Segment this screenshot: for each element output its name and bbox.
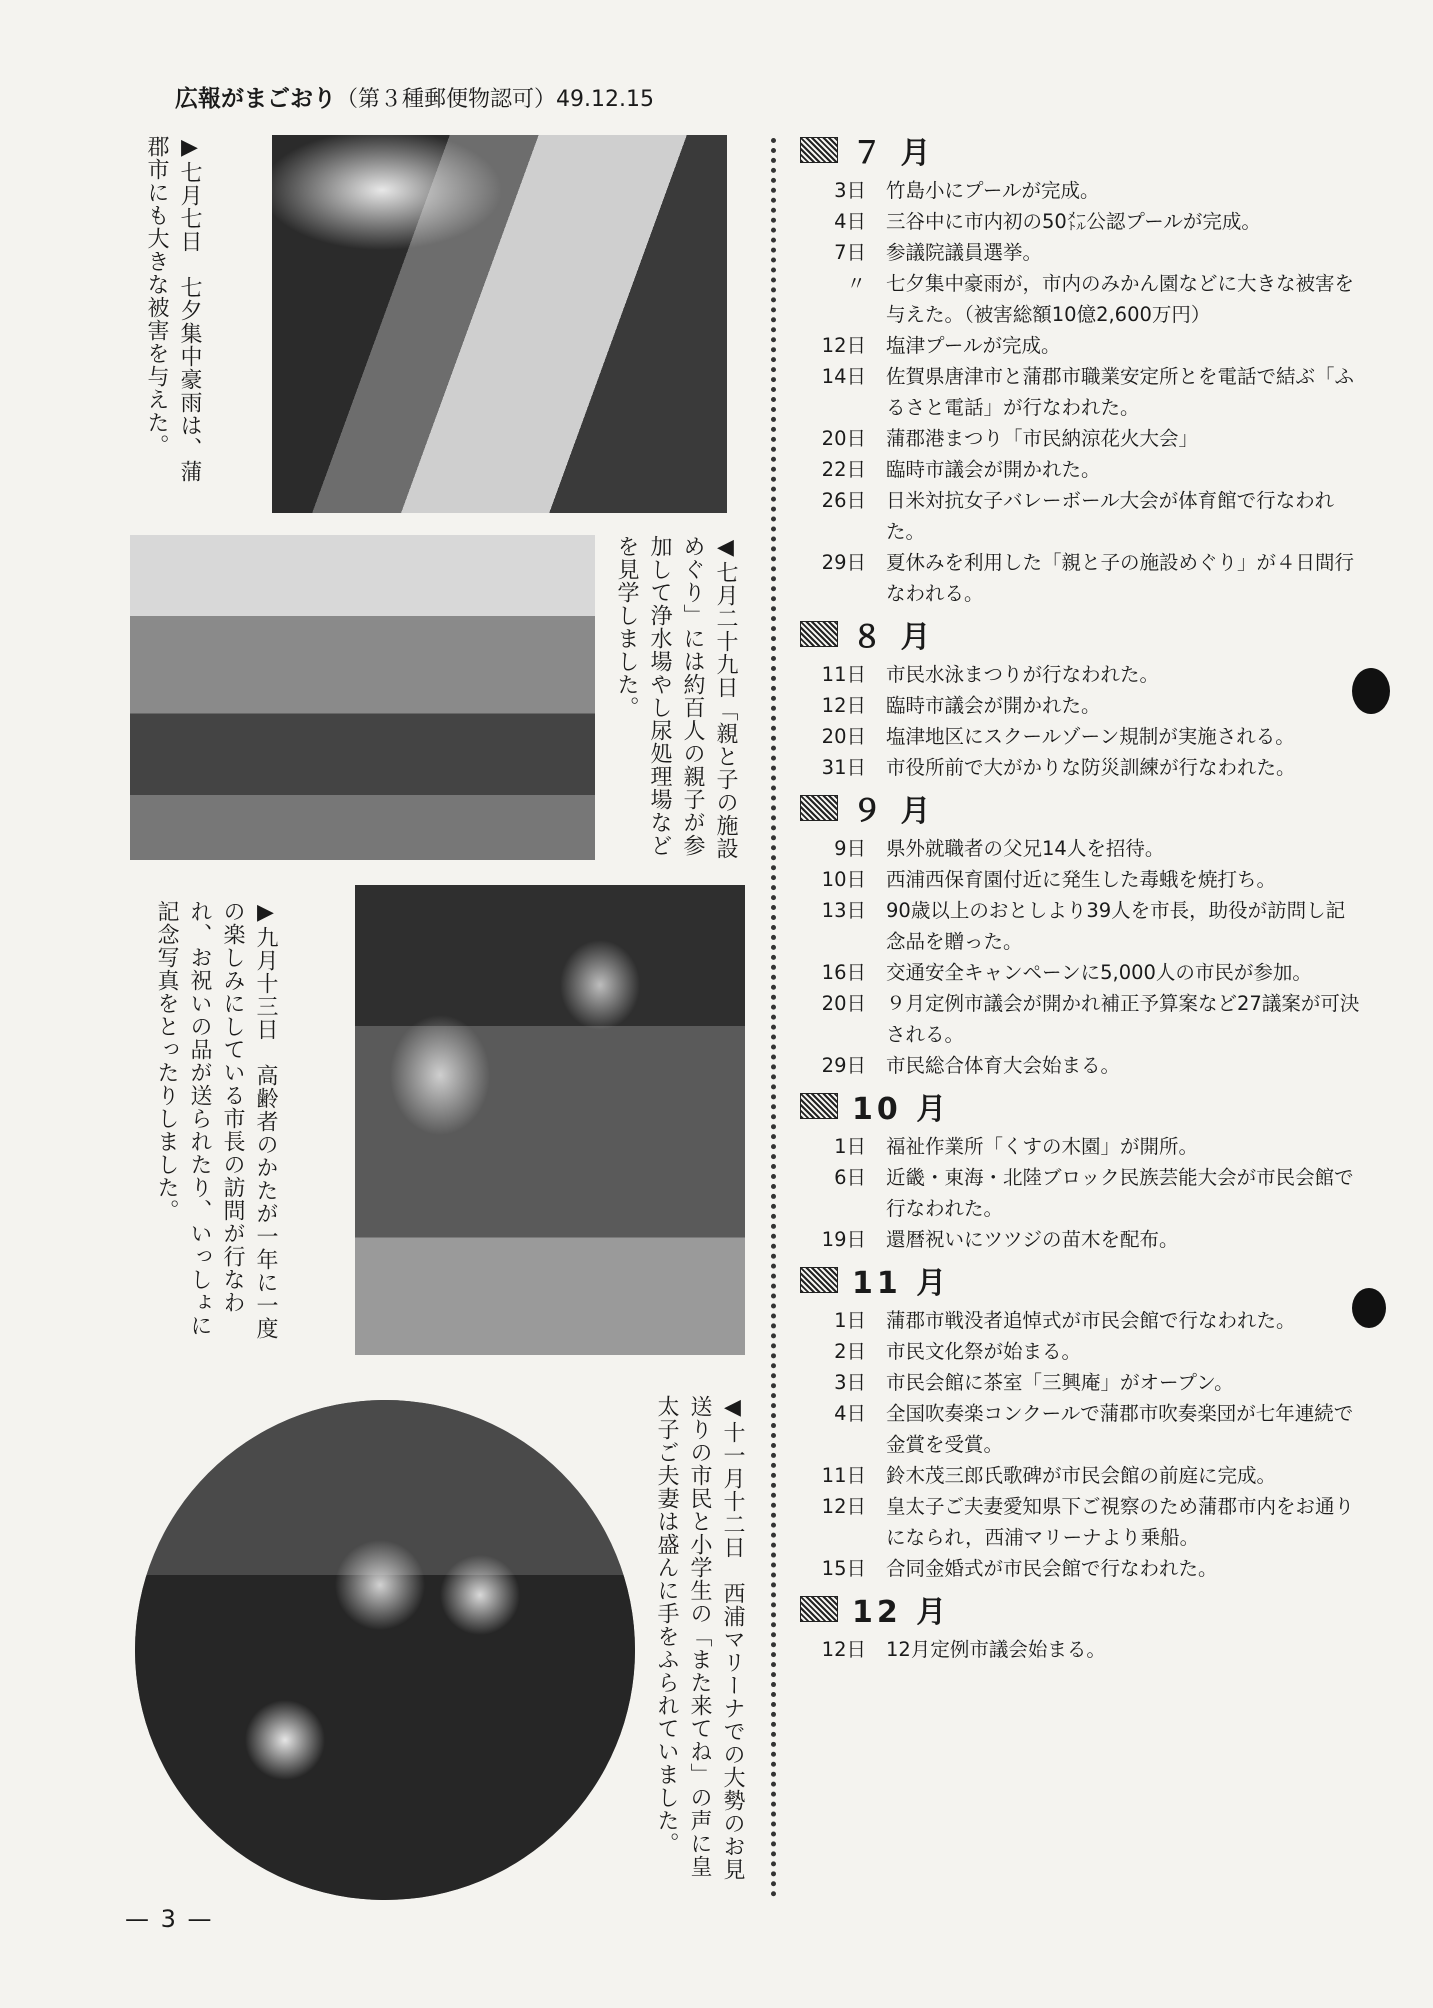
event-text: 合同金婚式が市民会館で行なわれた。 [886,1557,1218,1580]
event-text: 鈴木茂三郎氏歌碑が市民会館の前庭に完成。 [886,1464,1277,1487]
hatch-marker-icon [800,1267,838,1293]
month-section [800,1255,1360,1584]
event-text: 塩津地区にスクールゾーン規制が実施される。 [886,725,1295,748]
month-label: 11 月 [852,1266,951,1301]
event-day: 22日 [821,458,866,481]
event-day: 9日 [834,837,866,860]
event-row [800,1367,1360,1398]
event-row [800,895,1360,957]
event-day: 1日 [834,1309,866,1332]
event-day: 29日 [821,551,866,574]
hatch-marker-icon [800,621,838,647]
event-row [800,690,1360,721]
hatch-marker-icon [800,1596,838,1622]
event-row [800,1131,1360,1162]
event-day: 4日 [834,210,866,233]
event-day: 12日 [821,334,866,357]
event-text: 西浦西保育園付近に発生した毒蛾を焼打ち。 [886,868,1277,891]
month-heading [800,609,1360,659]
event-text: 参議院議員選挙。 [886,241,1043,264]
event-text: 塩津プールが完成。 [886,334,1061,357]
month-section [800,1081,1360,1255]
hatch-marker-icon [800,795,838,821]
postal-permit: （第３種郵便物認可） [336,87,557,112]
event-row [800,175,1360,206]
caption-elderly-visit: ▶九月十三日 高齢者のかたが一年に一度の楽しみにしている市長の訪問が行なわれ、お祝いの品が送られたり、いっしょに記念写真をとったりしました。 [154,900,278,1340]
event-text: 日米対抗女子バレーボール大会が体育館で行なわれた。 [886,489,1335,543]
month-section [800,1584,1360,1665]
page-number: — 3 — [125,1905,214,1933]
event-day: 10日 [821,868,866,891]
event-row [800,752,1360,783]
month-label: ９ 月 [852,794,935,829]
event-text: 全国吹奏楽コンクールで蒲郡市吹奏楽団が七年連続で金賞を受賞。 [886,1402,1354,1456]
event-text: ９月定例市議会が開かれ補正予算案など27議案が可決される。 [886,992,1360,1046]
event-day: 3日 [834,179,866,202]
event-day: 7日 [834,241,866,264]
event-text: 県外就職者の父兄14人を招待。 [886,837,1165,860]
column-divider [771,138,776,1898]
event-text: 近畿・東海・北陸ブロック民族芸能大会が市民会館で行なわれた。 [886,1166,1354,1220]
photo-facility-tour [130,535,595,860]
photo-flood-river [272,135,727,513]
event-row [800,454,1360,485]
event-day: 19日 [821,1228,866,1251]
ink-blot [1352,1288,1386,1328]
event-row [800,1634,1360,1665]
event-text: 三谷中に市内初の50㍍公認プールが完成。 [886,210,1261,233]
month-section [800,609,1360,783]
event-row [800,721,1360,752]
event-text: 90歳以上のおとしより39人を市長，助役が訪問し記念品を贈った。 [886,899,1346,953]
event-row [800,1491,1360,1553]
event-day: 14日 [821,365,866,388]
event-text: 市民総合体育大会始まる。 [886,1054,1121,1077]
event-day: 11日 [821,1464,866,1487]
event-day: 〃 [846,272,866,295]
hatch-marker-icon [800,1093,838,1119]
event-day: 6日 [834,1166,866,1189]
caption-flood: ▶七月七日 七夕集中豪雨は、蒲郡市にも大きな被害を与えた。 [144,135,202,483]
event-day: 13日 [821,899,866,922]
event-day: 20日 [821,725,866,748]
event-text: 臨時市議会が開かれた。 [886,694,1101,717]
event-row [800,1162,1360,1224]
event-day: 12日 [821,1495,866,1518]
event-row [800,833,1360,864]
month-heading [800,783,1360,833]
event-row [800,268,1360,330]
event-text: 交通安全キャンペーンに5,000人の市民が参加。 [886,961,1312,984]
ink-blot [1352,668,1390,714]
event-row [800,1305,1360,1336]
event-text: 市民会館に茶室「三興庵」がオープン。 [886,1371,1234,1394]
event-text: 蒲郡港まつり「市民納涼花火大会」 [886,427,1199,450]
event-text: 12月定例市議会始まる。 [886,1638,1106,1661]
month-section [800,783,1360,1081]
caption-facility-tour: ◀七月二十九日「親と子の施設めぐり」には約百人の親子が参加して浄水場やし尿処理場などを見学しました。 [614,535,738,860]
month-label: ８ 月 [852,620,935,655]
event-day: 2日 [834,1340,866,1363]
event-day: 20日 [821,992,866,1015]
event-text: 市役所前で大がかりな防災訓練が行なわれた。 [886,756,1296,779]
month-heading [800,1081,1360,1131]
event-day: 4日 [834,1402,866,1425]
event-row [800,1553,1360,1584]
month-label: ７ 月 [852,136,935,171]
event-day: 12日 [821,694,866,717]
month-heading [800,1584,1360,1634]
event-text: 福祉作業所「くすの木園」が開所。 [886,1135,1199,1158]
event-row [800,1398,1360,1460]
event-text: 市民水泳まつりが行なわれた。 [886,663,1160,686]
event-row [800,547,1360,609]
event-text: 夏休みを利用した「親と子の施設めぐり」が４日間行なわれる。 [886,551,1355,605]
month-label: 10 月 [852,1092,951,1127]
event-row [800,485,1360,547]
page-header [175,80,654,113]
event-row [800,988,1360,1050]
event-day: 16日 [821,961,866,984]
event-row [800,330,1360,361]
event-row [800,423,1360,454]
event-day: 1日 [834,1135,866,1158]
event-text: 還暦祝いにツツジの苗木を配布。 [886,1228,1179,1251]
event-row [800,1224,1360,1255]
event-text: 佐賀県唐津市と蒲郡市職業安定所とを電話で結ぶ「ふるさと電話」が行なわれた。 [886,365,1355,419]
photo-crown-prince-visit [135,1400,635,1900]
event-text: 竹島小にプールが完成。 [886,179,1100,202]
event-row [800,1050,1360,1081]
month-heading [800,125,1360,175]
month-section [800,125,1360,609]
event-day: 15日 [821,1557,866,1580]
event-text: 臨時市議会が開かれた。 [886,458,1101,481]
chronology-list [800,125,1360,1665]
photo-elderly-visit [355,885,745,1355]
event-day: 12日 [821,1638,866,1661]
event-row [800,864,1360,895]
event-day: 20日 [821,427,866,450]
event-text: 七夕集中豪雨が，市内のみかん園などに大きな被害を与えた。（被害総額10億2,600万円） [886,272,1355,326]
event-day: 26日 [821,489,866,512]
month-heading [800,1255,1360,1305]
publication-title: 広報がまごおり [175,86,336,112]
event-row [800,957,1360,988]
event-text: 皇太子ご夫妻愛知県下ご視察のため蒲郡市内をお通りになられ，西浦マリーナより乗船。 [886,1495,1355,1549]
hatch-marker-icon [800,137,838,163]
event-row [800,659,1360,690]
event-row [800,361,1360,423]
event-day: 31日 [821,756,866,779]
caption-crown-prince-visit: ◀十一月十二日 西浦マリーナでの大勢のお見送りの市民と小学生の「また来てね」の声に皇太子ご夫妻は盛んに手をふられていました。 [654,1395,745,1881]
event-row [800,1460,1360,1491]
issue-date: 49.12.15 [556,87,654,112]
event-row [800,1336,1360,1367]
event-day: 11日 [821,663,866,686]
event-text: 蒲郡市戦没者追悼式が市民会館で行なわれた。 [886,1309,1296,1332]
event-day: 3日 [834,1371,866,1394]
event-row [800,237,1360,268]
event-day: 29日 [821,1054,866,1077]
event-text: 市民文化祭が始まる。 [886,1340,1082,1363]
event-row [800,206,1360,237]
month-label: 12 月 [852,1595,951,1630]
